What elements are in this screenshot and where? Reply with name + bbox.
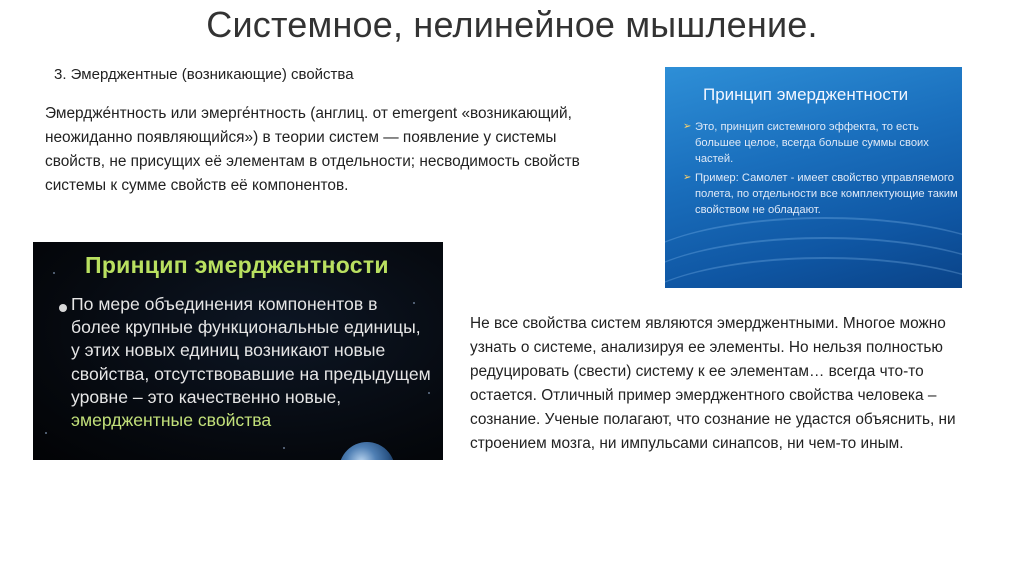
blue-slide-bullets xyxy=(683,119,958,221)
dark-slide-heading: Принцип эмерджентности xyxy=(85,252,389,278)
blue-slide-image xyxy=(665,67,962,288)
dark-slide-image xyxy=(33,242,443,460)
earth-planet-icon xyxy=(339,442,395,460)
dark-slide-body-text: По мере объединения компонентов в более крупные функциональные единицы, у этих новых единиц возникают новые свойства, отсутствовавшие на предыдущем уровне – это качественно новые, xyxy=(71,294,431,407)
list-item xyxy=(683,119,958,167)
blue-slide-bullet-2: Пример: Самолет - имеет свойство управляемого полета, по отдельности все комплектующие таким свойством не обладают. xyxy=(695,172,958,216)
section-subheading: 3. Эмерджентные (возникающие) свойства xyxy=(54,66,354,83)
blue-slide-bullet-1: Это, принцип системного эффекта, то есть большее целое, всегда больше суммы своих частей. xyxy=(695,121,929,165)
definition-paragraph: Эмердже́нтность или эмерге́нтность (англиц. от emergent «возникающий, неожиданно появляющийся») в теории систем — появление у системы свойств, не присущих её элементам в отдельности; несводимость свойств системы к сумме свойств её компонентов. xyxy=(45,105,580,194)
dark-slide-body xyxy=(71,293,431,432)
emergence-paragraph: Не все свойства систем являются эмерджентными. Многое можно узнать о системе, анализируя ее элементы. Но нельзя полностью редуцировать (свести) систему к ее элементам… всегда что-то остается. Отличный пример эмерджентного свойства человека – сознание. Ученые полагают, что сознание не удастся объяснить, ни строением мозга, ни импульсами синапсов, ни чем-то иным. xyxy=(470,315,956,452)
arrow-bullet-icon: ➢ xyxy=(683,121,692,132)
page-title: Системное, нелинейное мышление. xyxy=(206,4,818,45)
arrow-bullet-icon: ➢ xyxy=(683,172,692,183)
list-item xyxy=(683,170,958,218)
dark-slide-highlight: эмерджентные свойства xyxy=(71,410,272,431)
bullet-dot-icon xyxy=(59,304,67,312)
blue-slide-heading: Принцип эмерджентности xyxy=(703,85,909,104)
